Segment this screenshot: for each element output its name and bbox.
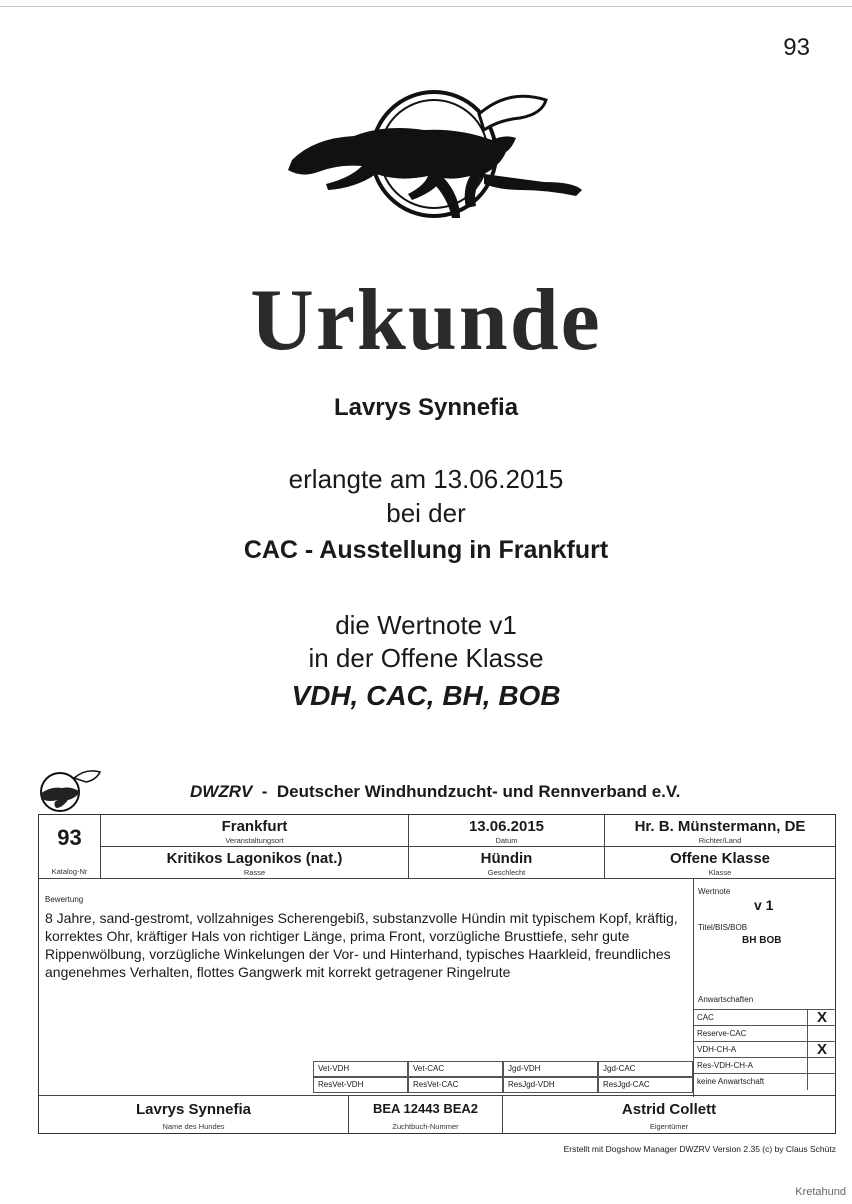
catalog-cell (39, 815, 101, 879)
candidacy-label: CAC (693, 1010, 807, 1026)
class-caption: Klasse (708, 868, 732, 877)
certificate-show: CAC - Ausstellung in Frankfurt (243, 536, 609, 564)
sex-caption: Geschlecht (487, 868, 526, 877)
certificate-grade-line: die Wertnote v1 (335, 610, 517, 640)
candidacies-labels (693, 1009, 807, 1090)
grid-cell: ResJgd-CAC (598, 1077, 693, 1093)
association-short: DWZRV (190, 782, 253, 801)
candidacy-mark (808, 1026, 836, 1042)
association-separator: - (261, 782, 268, 801)
grid-cell: ResVet-VDH (313, 1077, 408, 1093)
candidacy-mark (808, 1058, 836, 1074)
top-rule (0, 6, 852, 7)
critique-caption: Bewertung (45, 895, 84, 904)
certificate-bei-der: bei der (386, 498, 466, 528)
candidacy-mark: X (808, 1042, 836, 1058)
judge-caption: Richter/Land (698, 836, 742, 845)
judge: Hr. B. Münstermann, DE (634, 818, 806, 835)
owner-caption: Eigentümer (649, 1122, 689, 1131)
judge-cell (605, 815, 835, 847)
grid-cell: Jgd-CAC (598, 1061, 693, 1077)
class: Offene Klasse (669, 850, 771, 867)
candidacy-label: keine Anwartschaft (697, 1077, 765, 1086)
candidacy-label: Reserve-CAC (693, 1026, 807, 1042)
sex-cell (409, 847, 605, 879)
association-line (190, 782, 680, 802)
sex: Hündin (480, 850, 533, 867)
breed: Kritikos Lagonikos (nat.) (166, 850, 343, 867)
title-caption: Titel/BIS/BOB (698, 923, 748, 932)
greyhound-horn-logo (284, 78, 594, 226)
candidacies-marks (807, 1009, 836, 1090)
dog-name: Lavrys Synnefia (135, 1101, 252, 1118)
watermark: Kretahund (795, 1186, 846, 1198)
candidacy-mark (808, 1074, 836, 1090)
certificate-class-line: in der Offene Klasse (308, 643, 544, 673)
venue-cell (101, 815, 409, 847)
grid-cell: Vet-CAC (408, 1061, 503, 1077)
grid-cell: Vet-VDH (313, 1061, 408, 1077)
small-horn-logo (36, 764, 102, 814)
association-name: Deutscher Windhundzucht- und Rennverband e.V. (276, 782, 681, 801)
studbook-cell (349, 1096, 503, 1134)
catalog-caption: Katalog-Nr (51, 867, 88, 876)
candidacy-label: Res-VDH-CH-A (693, 1058, 807, 1074)
studbook-caption: Zuchtbuch-Nummer (392, 1122, 459, 1131)
owner-cell (503, 1096, 835, 1134)
certificate-date-line: erlangte am 13.06.2015 (288, 464, 564, 494)
page-number: 93 (783, 34, 810, 61)
grid-cell: ResVet-CAC (408, 1077, 503, 1093)
certificate-awards: VDH, CAC, BH, BOB (291, 680, 561, 711)
certificate-dog-name: Lavrys Synnefia (333, 394, 519, 421)
footer-note: Erstellt mit Dogshow Manager DWZRV Version 2.35 (c) by Claus Schütz (563, 1144, 836, 1154)
certificate-title: Urkunde (250, 272, 602, 369)
venue-caption: Veranstaltungsort (225, 836, 284, 845)
grade-caption: Wertnote (698, 887, 731, 896)
bottom-row (39, 1095, 835, 1134)
critique-text: 8 Jahre, sand-gestromt, vollzahniges Scherengebiß, substanzvolle Hündin mit typischem Kopf, kräftig, korrektes Ohr, kräftiger Hals von richtiger Länge, prima Front, vorzügliche Brusttiefe, sehr gute Rippenwölbung, vorzügliche Winkelungen der Vor- und Hinterhand, typisches Haarkleid, freundliches angenehmes Verhalten, flottes Gangwerk mit korrekt getragener Ringelrute (45, 910, 678, 980)
special-awards-grid (313, 1061, 693, 1093)
candidacy-mark: X (808, 1010, 836, 1026)
studbook-number: BEA 12443 BEA2 (372, 1101, 478, 1116)
candidacies-caption: Anwartschaften (698, 995, 754, 1004)
dog-name-caption: Name des Hundes (162, 1122, 225, 1131)
judging-card (38, 814, 836, 1134)
class-cell (605, 847, 835, 879)
catalog-number: 93 (57, 825, 82, 850)
grid-cell: Jgd-VDH (503, 1061, 598, 1077)
grid-cell: ResJgd-VDH (503, 1077, 598, 1093)
date-caption: Datum (495, 836, 518, 845)
show-date: 13.06.2015 (468, 818, 545, 835)
breed-caption: Rasse (243, 868, 266, 877)
grade-value: v 1 (754, 897, 774, 913)
owner: Astrid Collett (621, 1101, 717, 1118)
titles-value: BH BOB (742, 935, 782, 946)
candidacy-label: VDH-CH-A (693, 1042, 807, 1058)
venue: Frankfurt (221, 818, 288, 835)
dog-name-cell (39, 1096, 349, 1134)
date-cell (409, 815, 605, 847)
breed-cell (101, 847, 409, 879)
